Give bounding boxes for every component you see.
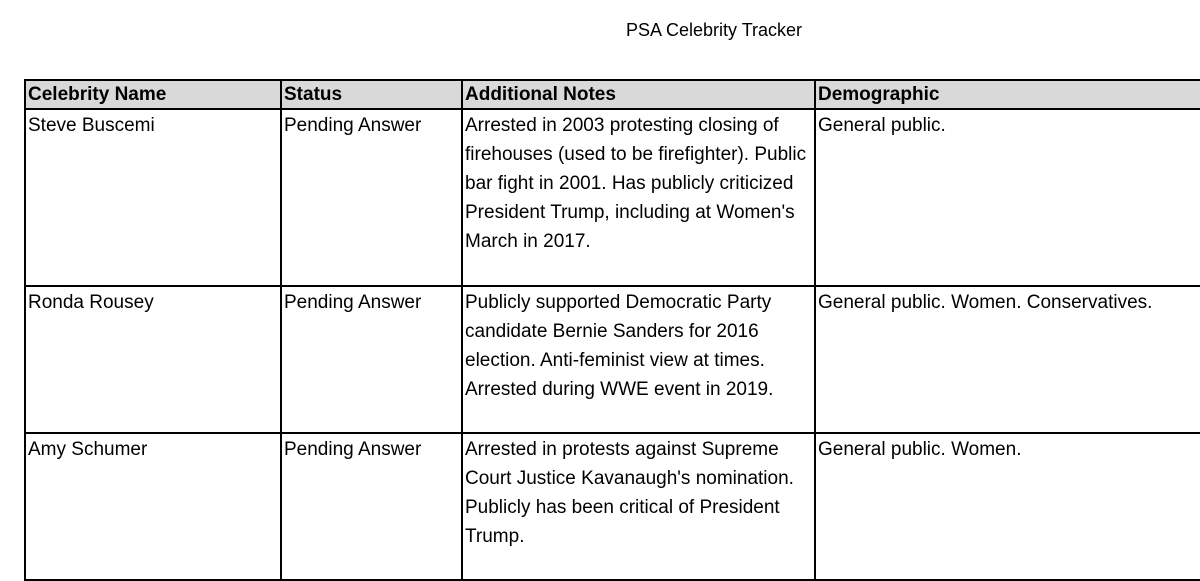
- header-additional-notes[interactable]: Additional Notes: [462, 80, 815, 109]
- celebrity-tracker-table: [24, 79, 1200, 581]
- header-demographic[interactable]: Demographic: [815, 80, 1200, 109]
- header-status[interactable]: Status: [281, 80, 462, 109]
- cell-demographic[interactable]: General public.: [815, 109, 1200, 286]
- cell-celebrity-name[interactable]: Amy Schumer: [25, 433, 281, 580]
- cell-celebrity-name[interactable]: Steve Buscemi: [25, 109, 281, 286]
- document-title: PSA Celebrity Tracker: [625, 20, 803, 40]
- cell-demographic[interactable]: General public. Women. Conservatives.: [815, 286, 1200, 433]
- cell-additional-notes[interactable]: Arrested in 2003 protesting closing of firehouses (used to be firefighter). Public bar fight in 2001. Has publicly criticized President Trump, including at Women's March in 2017.: [462, 109, 815, 286]
- cell-celebrity-name[interactable]: Ronda Rousey: [25, 286, 281, 433]
- header-celebrity-name[interactable]: Celebrity Name: [25, 80, 281, 109]
- cell-demographic[interactable]: General public. Women.: [815, 433, 1200, 580]
- table-row: [25, 286, 1200, 433]
- cell-additional-notes[interactable]: Arrested in protests against Supreme Court Justice Kavanaugh's nomination. Publicly has been critical of President Trump.: [462, 433, 815, 580]
- cell-status[interactable]: Pending Answer: [281, 109, 462, 286]
- header-row: [25, 80, 1200, 109]
- cell-status[interactable]: Pending Answer: [281, 286, 462, 433]
- cell-additional-notes[interactable]: Publicly supported Democratic Party candidate Bernie Sanders for 2016 election. Anti-feminist view at times. Arrested during WWE event in 2019.: [462, 286, 815, 433]
- cell-status[interactable]: Pending Answer: [281, 433, 462, 580]
- table-row: [25, 433, 1200, 580]
- table-row: [25, 109, 1200, 286]
